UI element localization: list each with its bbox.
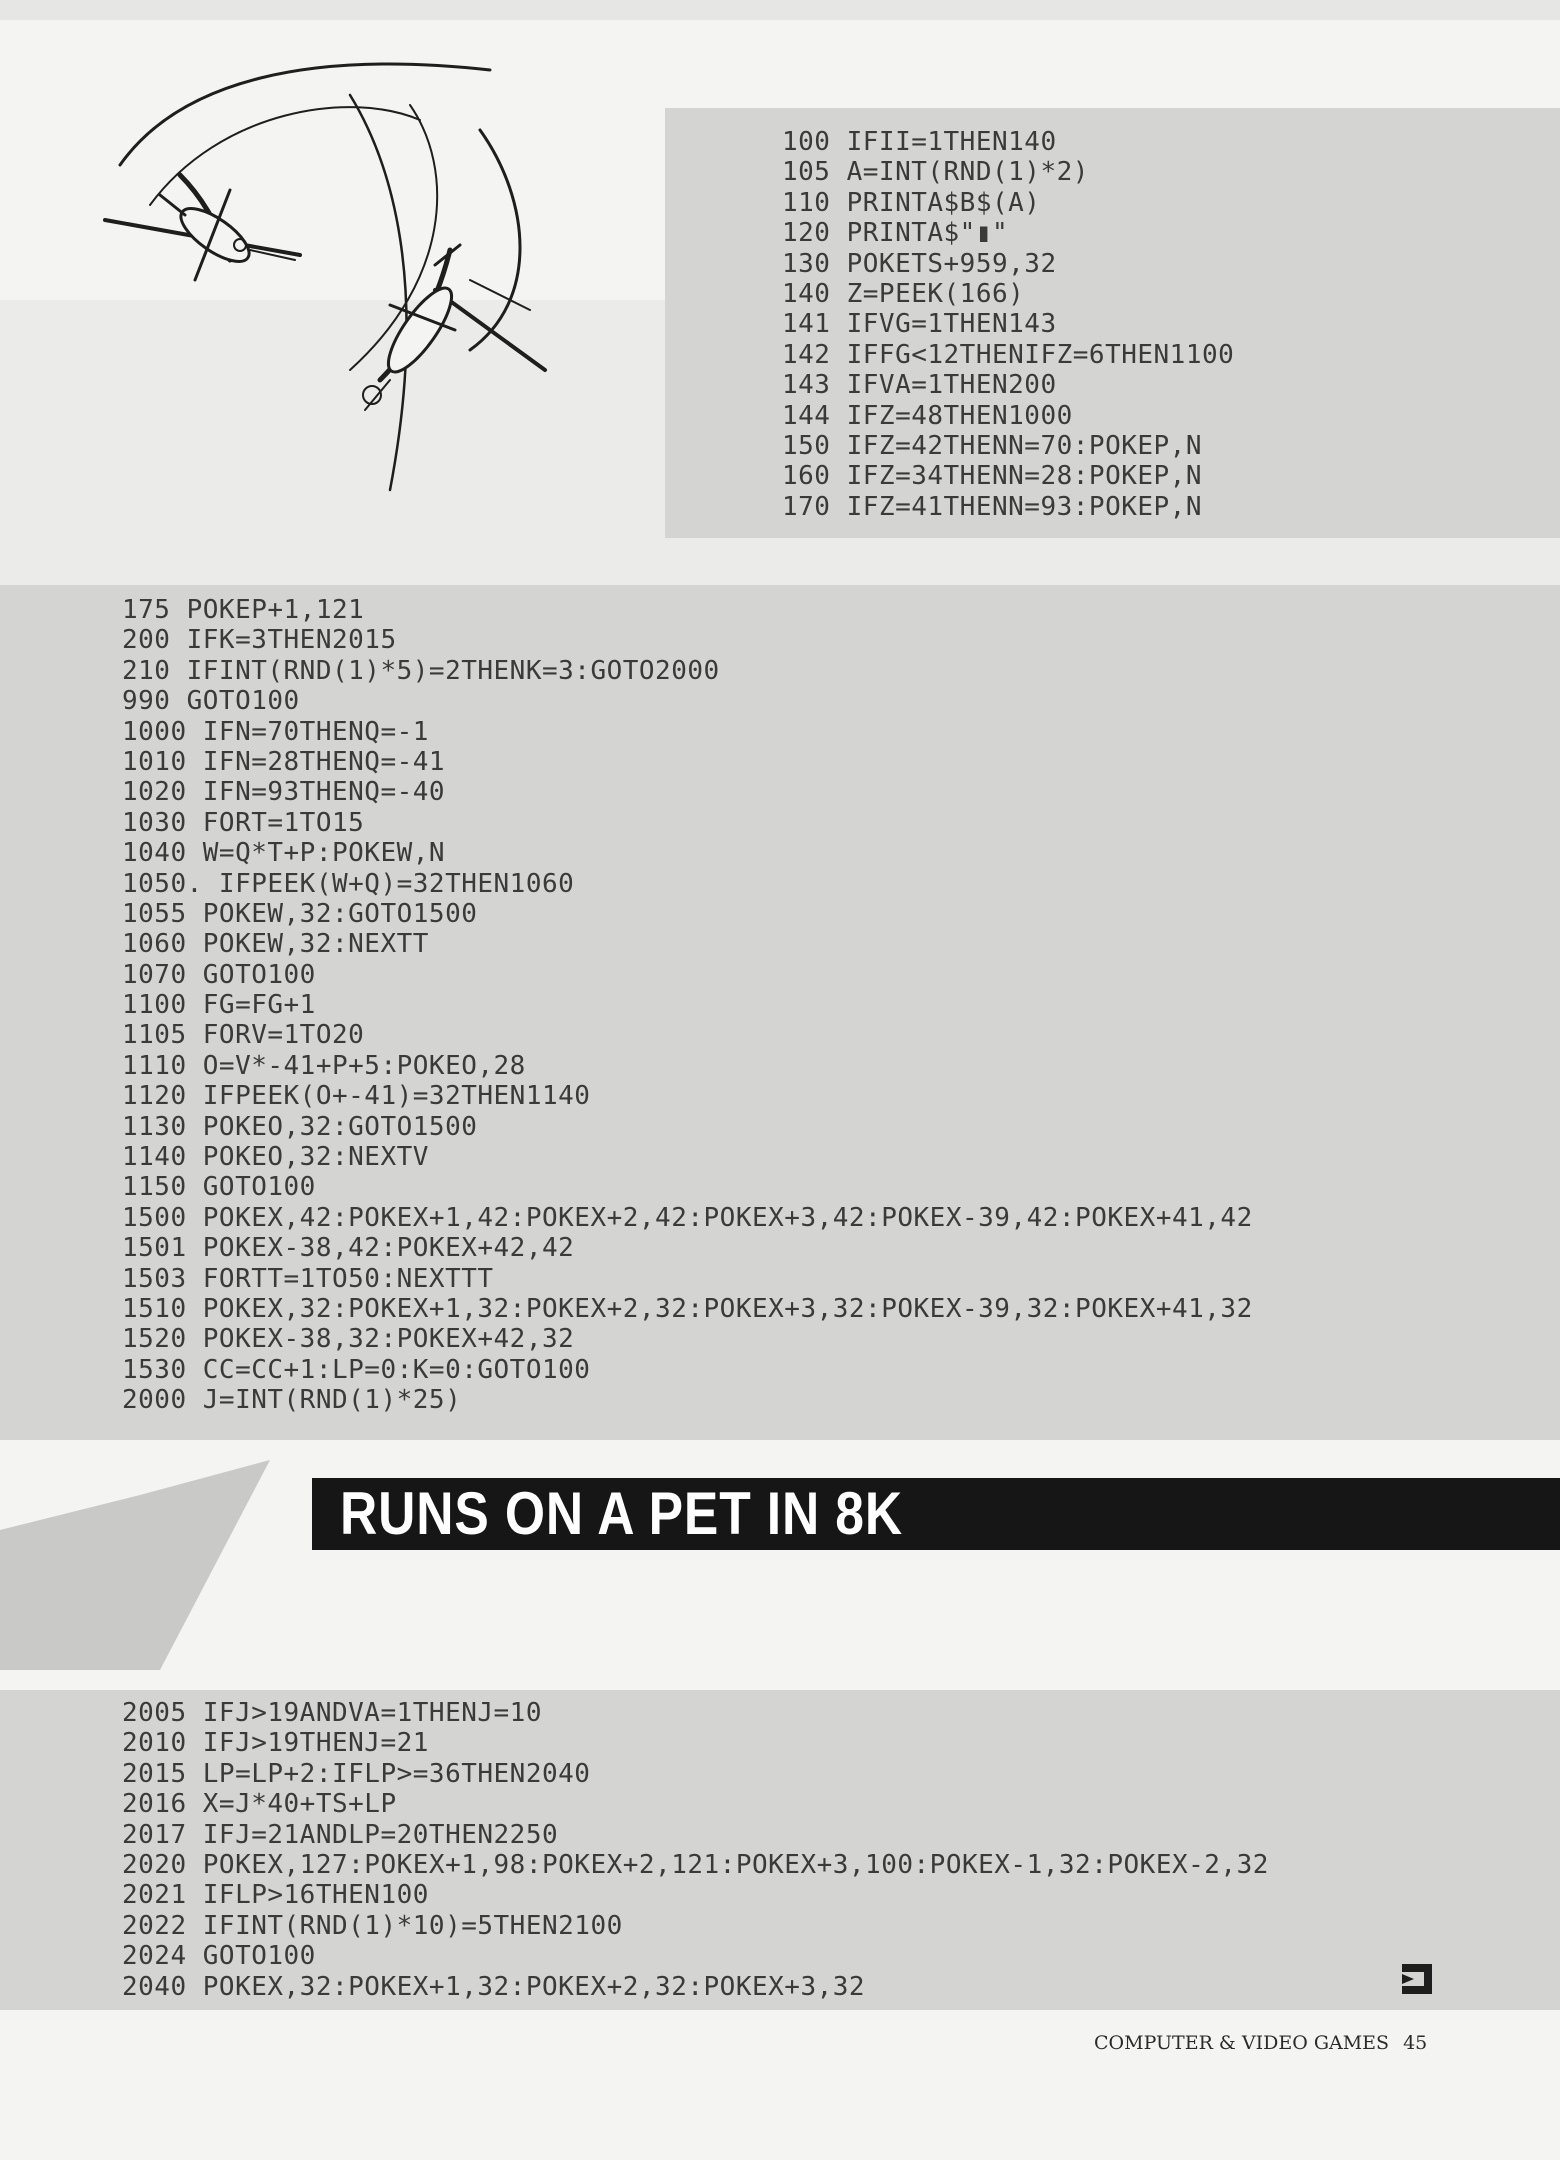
code-line: 1040 W=Q*T+P:POKEW,N: [122, 838, 446, 869]
page-footer: [1094, 2032, 1427, 2054]
code-line: 1105 FORV=1TO20: [122, 1020, 365, 1051]
code-line: 2000 J=INT(RND(1)*25): [122, 1385, 462, 1416]
code-line: 143 IFVA=1THEN200: [782, 370, 1057, 401]
code-line: 1100 FG=FG+1: [122, 990, 316, 1021]
code-line: 160 IFZ=34THENN=28:POKEP,N: [782, 461, 1202, 492]
code-line: 1530 CC=CC+1:LP=0:K=0:GOTO100: [122, 1354, 591, 1385]
code-line: 2015 LP=LP+2:IFLP>=36THEN2040: [122, 1758, 591, 1789]
code-line: 1120 IFPEEK(O+-41)=32THEN1140: [122, 1081, 591, 1112]
code-line: 2040 POKEX,32:POKEX+1,32:POKEX+2,32:POKEX+3,32: [122, 1971, 866, 2002]
code-line: 100 IFII=1THEN140: [782, 127, 1057, 157]
code-line: 1000 IFN=70THENQ=-1: [122, 716, 429, 747]
code-line: 1500 POKEX,42:POKEX+1,42:POKEX+2,42:POKEX+3,42:POKEX-39,42:POKEX+41,42: [122, 1202, 1253, 1233]
code-line: 2021 IFLP>16THEN100: [122, 1880, 429, 1911]
code-line: 175 POKEP+1,121: [122, 595, 365, 625]
page-top-band: [0, 0, 1560, 20]
code-line: 1510 POKEX,32:POKEX+1,32:POKEX+2,32:POKEX+3,32:POKEX-39,32:POKEX+41,32: [122, 1293, 1253, 1324]
code-line: 105 A=INT(RND(1)*2): [782, 157, 1089, 188]
code-line: 1501 POKEX-38,42:POKEX+42,42: [122, 1233, 575, 1264]
code-line: 1130 POKEO,32:GOTO1500: [122, 1111, 478, 1142]
code-line: 2016 X=J*40+TS+LP: [122, 1789, 397, 1820]
code-line: 1030 FORT=1TO15: [122, 807, 365, 838]
code-line: 130 POKETS+959,32: [782, 248, 1057, 279]
publication-name: COMPUTER & VIDEO GAMES: [1094, 2032, 1390, 2054]
basic-listing-top: [782, 127, 1234, 522]
continued-arrow-icon: [1400, 1962, 1434, 1996]
code-line: 2005 IFJ>19ANDVA=1THENJ=10: [122, 1698, 542, 1728]
code-line: 2022 IFINT(RND(1)*10)=5THEN2100: [122, 1910, 623, 1941]
code-line: 990 GOTO100: [122, 686, 300, 717]
code-line: 2020 POKEX,127:POKEX+1,98:POKEX+2,121:POKEX+3,100:POKEX-1,32:POKEX-2,32: [122, 1849, 1269, 1880]
basic-listing-bottom: [122, 1698, 1269, 2002]
code-line: 1520 POKEX-38,32:POKEX+42,32: [122, 1324, 575, 1355]
code-line: 1060 POKEW,32:NEXTT: [122, 929, 429, 960]
dogfight-planes-icon: [90, 50, 610, 520]
code-line: 1110 O=V*-41+P+5:POKEO,28: [122, 1050, 526, 1081]
code-line: 1020 IFN=93THENQ=-40: [122, 777, 446, 808]
code-line: 1140 POKEO,32:NEXTV: [122, 1142, 429, 1173]
code-line: 200 IFK=3THEN2015: [122, 625, 397, 656]
code-line: 110 PRINTA$B$(A): [782, 187, 1041, 218]
code-line: 141 IFVG=1THEN143: [782, 309, 1057, 340]
code-line: 2010 IFJ>19THENJ=21: [122, 1728, 429, 1759]
code-line: 170 IFZ=41THENN=93:POKEP,N: [782, 491, 1202, 522]
headline-banner: [312, 1478, 1560, 1550]
code-line: 150 IFZ=42THENN=70:POKEP,N: [782, 430, 1202, 461]
code-line: 1010 IFN=28THENQ=-41: [122, 746, 446, 777]
code-line: 144 IFZ=48THEN1000: [782, 400, 1073, 431]
code-line: 210 IFINT(RND(1)*5)=2THENK=3:GOTO2000: [122, 655, 720, 686]
code-line: 140 Z=PEEK(166): [782, 278, 1025, 309]
code-line: 2024 GOTO100: [122, 1941, 316, 1972]
code-line: 2017 IFJ=21ANDLP=20THEN2250: [122, 1819, 559, 1850]
basic-listing-middle: [122, 595, 1253, 1416]
code-line: 1050. IFPEEK(W+Q)=32THEN1060: [122, 868, 575, 899]
code-line: 1150 GOTO100: [122, 1172, 316, 1203]
page-number: 45: [1403, 2032, 1428, 2054]
code-line: 1503 FORTT=1TO50:NEXTTT: [122, 1263, 494, 1294]
headline: RUNS ON A PET IN 8K: [340, 1480, 903, 1547]
banner-wedge: [0, 1460, 270, 1670]
code-line: 120 PRINTA$"▮": [782, 218, 1009, 249]
code-line: 1055 POKEW,32:GOTO1500: [122, 898, 478, 929]
code-line: 142 IFFG<12THENIFZ=6THEN1100: [782, 339, 1235, 370]
code-line: 1070 GOTO100: [122, 959, 316, 990]
